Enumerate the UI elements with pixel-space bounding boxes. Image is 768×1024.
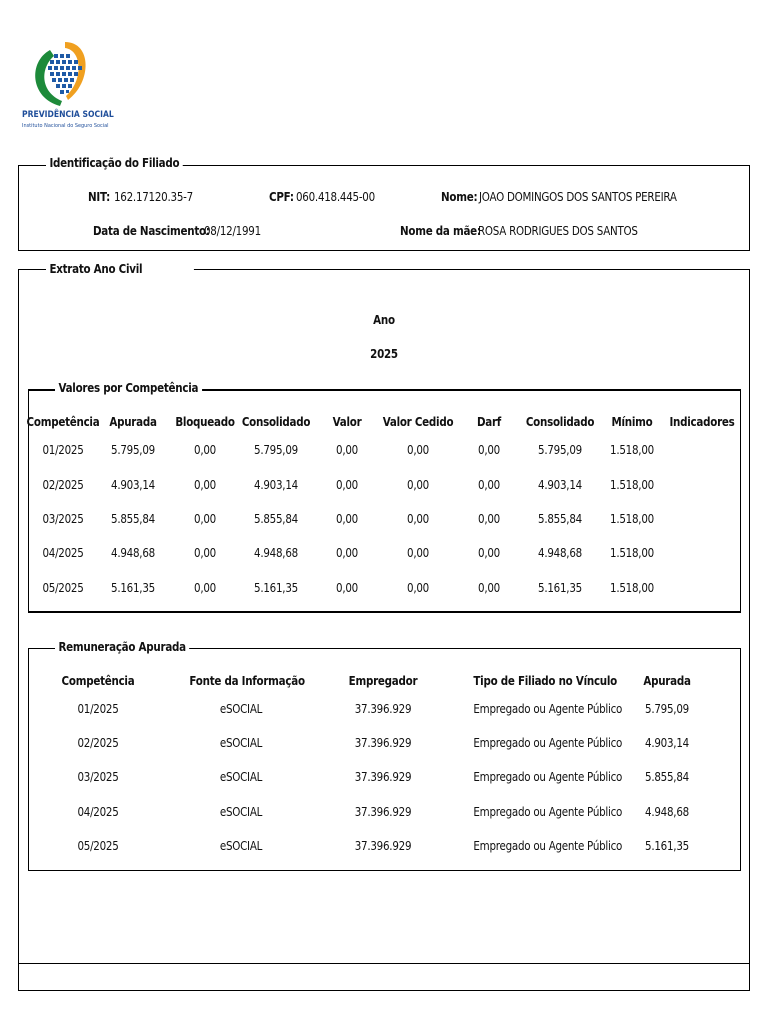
filiado-box: [18, 165, 750, 251]
remuneracao-cell: Empregado ou Agente Público: [473, 702, 623, 716]
valores-cell: 05/2025: [42, 581, 84, 595]
extrato-bottom-rule: [18, 963, 750, 964]
filiado-section-title: Identificação do Filiado: [46, 156, 183, 170]
valores-cell: 02/2025: [42, 478, 84, 492]
nit-label: NIT:: [88, 190, 111, 204]
valores-cell: 4.948,68: [111, 546, 155, 560]
remuneracao-cell: 37.396.929: [354, 770, 412, 784]
remuneracao-title: Remuneração Apurada: [55, 640, 189, 654]
remuneracao-cell: Empregado ou Agente Público: [473, 736, 623, 750]
remuneracao-cell: 37.396.929: [354, 736, 412, 750]
valores-cell: 1.518,00: [610, 478, 654, 492]
valores-cell: 0,00: [194, 478, 216, 492]
valores-cell: 0,00: [194, 512, 216, 526]
remuneracao-cell: 4.948,68: [645, 805, 689, 819]
valores-header-3: Consolidado: [241, 415, 311, 429]
logo-title: PREVIDÊNCIA SOCIAL: [22, 110, 114, 120]
remuneracao-cell: 4.903,14: [645, 736, 689, 750]
nit-value: 162.17120.35-7: [114, 190, 193, 204]
valores-cell: 4.948,68: [538, 546, 582, 560]
valores-cell: 5.795,09: [254, 443, 298, 457]
valores-title: Valores por Competência: [55, 381, 202, 395]
remuneracao-cell: 02/2025: [77, 736, 119, 750]
valores-header-2: Bloqueado: [175, 415, 235, 429]
mae-label: Nome da mãe:: [400, 224, 481, 238]
valores-header-6: Darf: [476, 415, 502, 429]
ano-label: Ano: [373, 313, 395, 327]
remuneracao-header-2: Empregador: [348, 674, 418, 688]
valores-cell: 1.518,00: [610, 581, 654, 595]
valores-cell: 0,00: [478, 546, 500, 560]
valores-cell: 03/2025: [42, 512, 84, 526]
valores-cell: 5.855,84: [538, 512, 582, 526]
valores-cell: 0,00: [194, 581, 216, 595]
valores-cell: 0,00: [336, 443, 358, 457]
valores-cell: 4.903,14: [254, 478, 298, 492]
valores-cell: 5.161,35: [538, 581, 582, 595]
valores-cell: 1.518,00: [610, 443, 654, 457]
remuneracao-cell: eSOCIAL: [219, 702, 263, 716]
remuneracao-cell: 03/2025: [77, 770, 119, 784]
valores-cell: 04/2025: [42, 546, 84, 560]
valores-cell: 0,00: [407, 512, 429, 526]
valores-cell: 0,00: [407, 581, 429, 595]
valores-header-0: Competência: [26, 415, 100, 429]
valores-cell: 0,00: [407, 478, 429, 492]
valores-cell: 4.903,14: [111, 478, 155, 492]
valores-cell: 5.161,35: [254, 581, 298, 595]
remuneracao-cell: eSOCIAL: [219, 839, 263, 853]
remuneracao-header-4: Apurada: [643, 674, 691, 688]
valores-cell: 1.518,00: [610, 546, 654, 560]
remuneracao-header-3: Tipo de Filiado no Vínculo: [473, 674, 618, 688]
valores-cell: 0,00: [478, 478, 500, 492]
remuneracao-cell: Empregado ou Agente Público: [473, 770, 623, 784]
valores-cell: 0,00: [336, 581, 358, 595]
remuneracao-cell: eSOCIAL: [219, 736, 263, 750]
remuneracao-cell: Empregado ou Agente Público: [473, 839, 623, 853]
remuneracao-cell: 05/2025: [77, 839, 119, 853]
remuneracao-header-0: Competência: [61, 674, 135, 688]
valores-cell: 0,00: [194, 546, 216, 560]
valores-header-4: Valor: [332, 415, 362, 429]
cpf-label: CPF:: [269, 190, 294, 204]
nascimento-label: Data de Nascimento:: [93, 224, 210, 238]
remuneracao-cell: 37.396.929: [354, 805, 412, 819]
valores-cell: 5.795,09: [538, 443, 582, 457]
valores-cell: 4.903,14: [538, 478, 582, 492]
mae-value: ROSA RODRIGUES DOS SANTOS: [478, 224, 638, 238]
valores-cell: 0,00: [194, 443, 216, 457]
logo-subtitle: Instituto Nacional do Seguro Social: [22, 123, 109, 129]
valores-cell: 5.161,35: [111, 581, 155, 595]
valores-cell: 5.855,84: [254, 512, 298, 526]
valores-cell: 0,00: [336, 546, 358, 560]
valores-cell: 0,00: [478, 443, 500, 457]
valores-header-1: Apurada: [109, 415, 157, 429]
nome-value: JOAO DOMINGOS DOS SANTOS PEREIRA: [479, 190, 677, 204]
extrato-section-title: Extrato Ano Civil: [46, 262, 194, 276]
valores-cell: 1.518,00: [610, 512, 654, 526]
remuneracao-cell: 5.161,35: [645, 839, 689, 853]
valores-header-8: Mínimo: [611, 415, 653, 429]
nascimento-value: 08/12/1991: [204, 224, 261, 238]
remuneracao-cell: Empregado ou Agente Público: [473, 805, 623, 819]
valores-cell: 4.948,68: [254, 546, 298, 560]
ano-value: 2025: [370, 347, 398, 361]
remuneracao-cell: 5.855,84: [645, 770, 689, 784]
valores-cell: 0,00: [478, 512, 500, 526]
valores-header-9: Indicadores: [669, 415, 735, 429]
valores-cell: 5.795,09: [111, 443, 155, 457]
remuneracao-cell: 04/2025: [77, 805, 119, 819]
valores-cell: 0,00: [407, 443, 429, 457]
valores-cell: 01/2025: [42, 443, 84, 457]
remuneracao-cell: 37.396.929: [354, 702, 412, 716]
remuneracao-cell: eSOCIAL: [219, 805, 263, 819]
valores-cell: 5.855,84: [111, 512, 155, 526]
valores-cell: 0,00: [336, 512, 358, 526]
remuneracao-cell: 5.795,09: [645, 702, 689, 716]
nome-label: Nome:: [441, 190, 478, 204]
remuneracao-header-1: Fonte da Informação: [189, 674, 305, 688]
valores-cell: 0,00: [478, 581, 500, 595]
remuneracao-cell: 01/2025: [77, 702, 119, 716]
valores-cell: 0,00: [336, 478, 358, 492]
remuneracao-cell: 37.396.929: [354, 839, 412, 853]
cpf-value: 060.418.445-00: [296, 190, 375, 204]
remuneracao-cell: eSOCIAL: [219, 770, 263, 784]
valores-header-7: Consolidado: [525, 415, 595, 429]
extrato-box: [18, 269, 750, 991]
valores-header-5: Valor Cedido: [382, 415, 454, 429]
valores-cell: 0,00: [407, 546, 429, 560]
